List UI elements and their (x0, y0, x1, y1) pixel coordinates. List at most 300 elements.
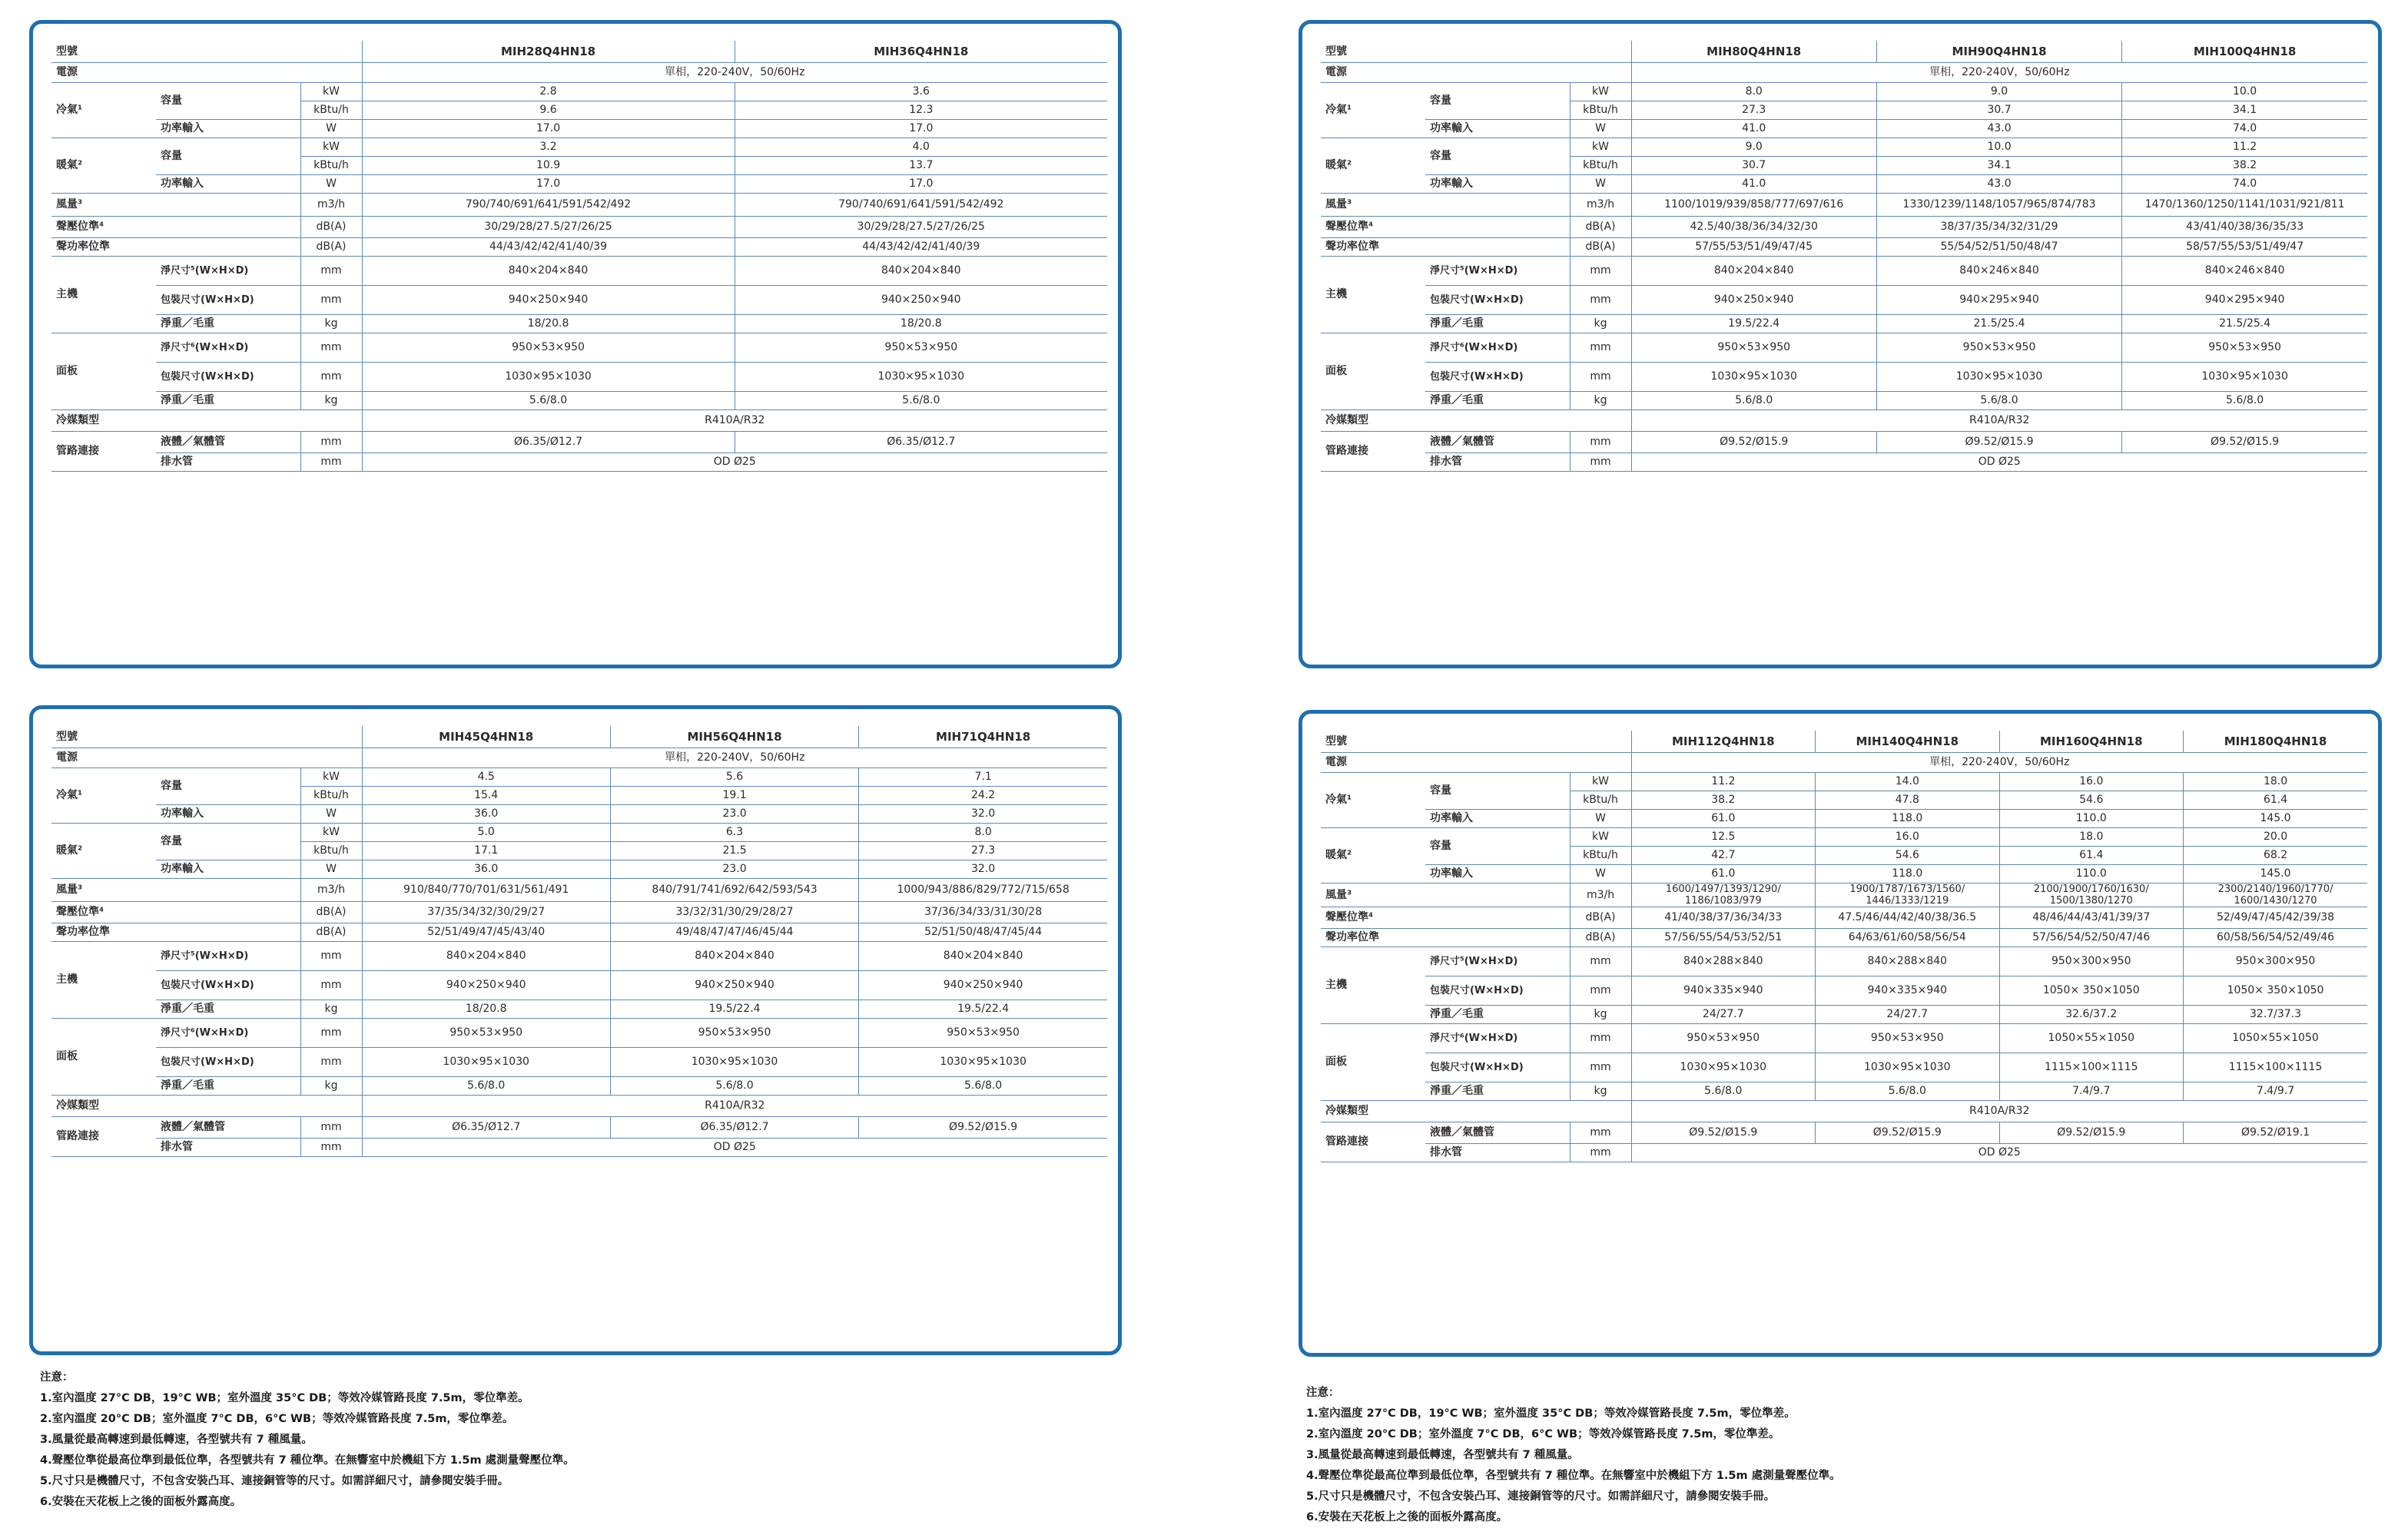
spec-row (51, 333, 1107, 362)
value-cell: 1030×95×1030 (362, 362, 735, 391)
value-cell: 21.5 (610, 841, 858, 860)
spec-row (51, 119, 1107, 138)
value-cell: 5.6/8.0 (1876, 391, 2121, 409)
value-cell: 1900/1787/1673/1560/ 1446/1333/1219 (1816, 883, 2000, 907)
spec-row (51, 901, 1107, 923)
spec-row (51, 174, 1107, 193)
unit-cell: mm (1570, 1053, 1631, 1082)
row-label: 冷氣¹ (1321, 772, 1425, 827)
notes-heading: 注意： (40, 1371, 74, 1384)
spec-row (1321, 453, 2367, 471)
model-name: MIH45Q4HN18 (362, 726, 610, 748)
note-2: 2.室內溫度 20°C DB；室外溫度 7°C DB，6°C WB；等效冷媒管路長度 7.5m，零位準差。 (1306, 1428, 1780, 1441)
value-cell: 19.5/22.4 (610, 1000, 858, 1018)
value-cell: 1600/1497/1393/1290/ 1186/1083/979 (1631, 883, 1816, 907)
row-label: 冷媒類型 (51, 409, 362, 431)
row-label: 型號 (51, 726, 362, 748)
spec-row (1321, 174, 2367, 193)
value-cell: 1030×95×1030 (1816, 1053, 2000, 1082)
model-name: MIH28Q4HN18 (362, 41, 735, 62)
unit-cell: kg (300, 391, 362, 409)
spec-row (1321, 41, 2367, 62)
value-cell: 34.1 (1876, 156, 2121, 174)
row-sublabel: 淨重／毛重 (1425, 391, 1570, 409)
value-cell: 30.7 (1876, 101, 2121, 119)
value-cell: 47.8 (1816, 791, 2000, 809)
unit-cell: mm (300, 941, 362, 970)
value-cell: 1050× 350×1050 (2184, 976, 2368, 1005)
value-cell: 840×246×840 (2122, 256, 2367, 285)
row-sublabel: 淨尺寸⁵(W×H×D) (156, 256, 300, 285)
row-sublabel: 液體／氣體管 (156, 431, 300, 453)
value-cell: 47.5/46/44/42/40/38/36.5 (1816, 907, 2000, 928)
value-cell: 52/51/50/48/47/45/44 (859, 923, 1107, 941)
row-sublabel: 淨重／毛重 (156, 1076, 300, 1095)
value-cell: 30/29/28/27.5/27/26/25 (362, 216, 735, 237)
model-name: MIH36Q4HN18 (735, 41, 1107, 62)
spec-row (51, 237, 1107, 256)
value-cell: 950×53×950 (1816, 1023, 2000, 1053)
value-cell: 1115×100×1115 (2184, 1053, 2368, 1082)
value-cell: 19.5/22.4 (1631, 314, 1876, 333)
spec-row (1321, 138, 2367, 156)
value-cell: 17.0 (735, 119, 1107, 138)
unit-cell: mm (300, 1138, 362, 1156)
unit-cell: kBtu/h (1570, 156, 1631, 174)
unit-cell: mm (1570, 453, 1631, 471)
value-cell: 1030×95×1030 (2122, 362, 2367, 391)
spec-row (51, 391, 1107, 409)
model-name: MIH140Q4HN18 (1816, 731, 2000, 752)
value-cell: 840×246×840 (1876, 256, 2121, 285)
value-cell: 1030×95×1030 (362, 1047, 610, 1076)
row-label: 冷媒類型 (1321, 1100, 1631, 1122)
value-cell: 4.0 (735, 138, 1107, 156)
value-cell: 9.6 (362, 101, 735, 119)
row-sublabel: 容量 (1425, 772, 1570, 809)
value-cell: 1330/1239/1148/1057/965/874/783 (1876, 193, 2121, 216)
row-sublabel: 液體／氣體管 (1425, 1122, 1570, 1143)
value-cell: 5.6/8.0 (1631, 1082, 1816, 1100)
model-name: MIH56Q4HN18 (610, 726, 858, 748)
spec-row (1321, 391, 2367, 409)
unit-cell: kW (1570, 827, 1631, 846)
value-cell: Ø9.52/Ø15.9 (1816, 1122, 2000, 1143)
unit-cell: mm (300, 333, 362, 362)
row-sublabel: 功率輸入 (156, 860, 300, 878)
value-cell: 38.2 (1631, 791, 1816, 809)
value-cell: 13.7 (735, 156, 1107, 174)
row-sublabel: 功率輸入 (156, 804, 300, 823)
row-label: 風量³ (1321, 883, 1570, 907)
shared-value: R410A/R32 (1631, 409, 2367, 431)
value-cell: 840×204×840 (1631, 256, 1876, 285)
unit-cell: mm (300, 285, 362, 314)
note-3: 3.風量從最高轉速到最低轉速，各型號共有 7 種風量。 (40, 1434, 313, 1446)
row-sublabel: 功率輸入 (1425, 864, 1570, 883)
value-cell: 37/36/34/33/31/30/28 (859, 901, 1107, 923)
row-label: 面板 (1321, 1023, 1425, 1100)
row-sublabel: 排水管 (156, 453, 300, 471)
value-cell: 44/43/42/42/41/40/39 (735, 237, 1107, 256)
shared-value: 單相，220-240V，50/60Hz (362, 748, 1107, 768)
spec-row (1321, 314, 2367, 333)
spec-row (1321, 285, 2367, 314)
shared-value: R410A/R32 (1631, 1100, 2367, 1122)
row-label: 型號 (1321, 41, 1631, 62)
value-cell: 16.0 (1999, 772, 2184, 791)
model-name: MIH100Q4HN18 (2122, 41, 2367, 62)
value-cell: 21.5/25.4 (2122, 314, 2367, 333)
row-sublabel: 淨尺寸⁶(W×H×D) (1425, 333, 1570, 362)
value-cell: 54.6 (1999, 791, 2184, 809)
note-1: 1.室內溫度 27°C DB，19°C WB；室外溫度 35°C DB；等效冷媒管路長度 7.5m，零位準差。 (1306, 1407, 1796, 1420)
value-cell: 5.6 (610, 768, 858, 786)
unit-cell: kW (300, 138, 362, 156)
value-cell: 24.2 (859, 786, 1107, 804)
spec-row (1321, 1100, 2367, 1122)
row-label: 型號 (51, 41, 362, 62)
unit-cell: W (300, 174, 362, 193)
spec-row (51, 431, 1107, 453)
value-cell: 11.2 (1631, 772, 1816, 791)
unit-cell: kBtu/h (1570, 846, 1631, 864)
value-cell: 790/740/691/641/591/542/492 (735, 193, 1107, 216)
spec-row (1321, 216, 2367, 237)
unit-cell: mm (1570, 256, 1631, 285)
row-sublabel: 淨尺寸⁵(W×H×D) (1425, 256, 1570, 285)
unit-cell: kW (1570, 772, 1631, 791)
unit-cell: mm (1570, 1023, 1631, 1053)
unit-cell: mm (1570, 285, 1631, 314)
value-cell: Ø6.35/Ø12.7 (362, 431, 735, 453)
row-label: 聲壓位準⁴ (51, 901, 300, 923)
value-cell: 840×204×840 (362, 941, 610, 970)
spec-row (51, 1138, 1107, 1156)
row-sublabel: 淨尺寸⁵(W×H×D) (1425, 947, 1570, 976)
spec-row (1321, 864, 2367, 883)
value-cell: 5.6/8.0 (362, 391, 735, 409)
spec-row (51, 362, 1107, 391)
value-cell: 950×53×950 (1876, 333, 2121, 362)
value-cell: 17.0 (362, 174, 735, 193)
row-label: 主機 (51, 256, 156, 333)
value-cell: 17.0 (362, 119, 735, 138)
unit-cell: kW (300, 823, 362, 841)
spec-row (51, 314, 1107, 333)
row-label: 風量³ (1321, 193, 1570, 216)
value-cell: 34.1 (2122, 101, 2367, 119)
value-cell: 110.0 (1999, 864, 2184, 883)
value-cell: 58/57/55/53/51/49/47 (2122, 237, 2367, 256)
value-cell: 1030×95×1030 (735, 362, 1107, 391)
row-sublabel: 液體／氣體管 (1425, 431, 1570, 453)
spec-row (51, 216, 1107, 237)
model-name: MIH80Q4HN18 (1631, 41, 1876, 62)
spec-row (1321, 976, 2367, 1005)
unit-cell: mm (300, 453, 362, 471)
row-sublabel: 排水管 (1425, 453, 1570, 471)
value-cell: 43.0 (1876, 119, 2121, 138)
row-label: 管路連接 (1321, 431, 1425, 471)
row-sublabel: 容量 (1425, 138, 1570, 174)
value-cell: 840×288×840 (1631, 947, 1816, 976)
row-label: 聲功率位準 (1321, 928, 1570, 947)
value-cell: 27.3 (859, 841, 1107, 860)
spec-table (51, 726, 1107, 1157)
value-cell: 950×53×950 (362, 1018, 610, 1047)
value-cell: 57/55/53/51/49/47/45 (1631, 237, 1876, 256)
value-cell: 940×250×940 (610, 970, 858, 1000)
value-cell: 840×204×840 (859, 941, 1107, 970)
value-cell: 19.5/22.4 (859, 1000, 1107, 1018)
value-cell: 1470/1360/1250/1141/1031/921/811 (2122, 193, 2367, 216)
spec-row (1321, 1053, 2367, 1082)
spec-row (51, 923, 1107, 941)
value-cell: 43/41/40/38/36/35/33 (2122, 216, 2367, 237)
spec-row (51, 1076, 1107, 1095)
unit-cell: mm (300, 1047, 362, 1076)
value-cell: 790/740/691/641/591/542/492 (362, 193, 735, 216)
note-1: 1.室內溫度 27°C DB，19°C WB；室外溫度 35°C DB；等效冷媒管路長度 7.5m，零位準差。 (40, 1392, 529, 1404)
spec-row (1321, 409, 2367, 431)
spec-row (1321, 256, 2367, 285)
row-label: 冷媒類型 (1321, 409, 1631, 431)
value-cell: 940×250×940 (362, 970, 610, 1000)
row-sublabel: 容量 (156, 823, 300, 860)
row-sublabel: 淨重／毛重 (1425, 314, 1570, 333)
value-cell: 5.6/8.0 (610, 1076, 858, 1095)
value-cell: 1030×95×1030 (610, 1047, 858, 1076)
unit-cell: mm (300, 431, 362, 453)
row-label: 聲壓位準⁴ (51, 216, 300, 237)
value-cell: 18.0 (1999, 827, 2184, 846)
unit-cell: kg (300, 1000, 362, 1018)
value-cell: 18/20.8 (362, 314, 735, 333)
unit-cell: kBtu/h (300, 156, 362, 174)
unit-cell: kg (1570, 391, 1631, 409)
value-cell: 118.0 (1816, 864, 2000, 883)
unit-cell: dB(A) (300, 901, 362, 923)
value-cell: 110.0 (1999, 809, 2184, 827)
spec-table (1321, 41, 2367, 472)
value-cell: 940×335×940 (1631, 976, 1816, 1005)
spec-row (51, 409, 1107, 431)
value-cell: 23.0 (610, 804, 858, 823)
row-label: 電源 (1321, 62, 1631, 82)
value-cell: 12.5 (1631, 827, 1816, 846)
value-cell: 10.0 (2122, 82, 2367, 101)
spec-row (51, 41, 1107, 62)
row-label: 管路連接 (51, 431, 156, 471)
row-sublabel: 功率輸入 (156, 174, 300, 193)
value-cell: 74.0 (2122, 119, 2367, 138)
value-cell: 5.6/8.0 (362, 1076, 610, 1095)
value-cell: Ø6.35/Ø12.7 (735, 431, 1107, 453)
spec-row (51, 82, 1107, 101)
row-sublabel: 淨尺寸⁵(W×H×D) (156, 941, 300, 970)
row-sublabel: 排水管 (156, 1138, 300, 1156)
spec-row (51, 1116, 1107, 1138)
value-cell: 950×53×950 (735, 333, 1107, 362)
unit-cell: m3/h (300, 878, 362, 901)
spec-row (51, 860, 1107, 878)
value-cell: 57/56/55/54/53/52/51 (1631, 928, 1816, 947)
row-sublabel: 容量 (1425, 827, 1570, 864)
value-cell: 840/791/741/692/642/593/543 (610, 878, 858, 901)
value-cell: 68.2 (2184, 846, 2368, 864)
row-label: 面板 (51, 1018, 156, 1095)
value-cell: 61.4 (2184, 791, 2368, 809)
spec-panel-top-right (1299, 20, 2382, 668)
row-label: 風量³ (51, 878, 300, 901)
spec-row (1321, 1082, 2367, 1100)
value-cell: Ø9.52/Ø15.9 (1876, 431, 2121, 453)
value-cell: 17.0 (735, 174, 1107, 193)
value-cell: 52/49/47/45/42/39/38 (2184, 907, 2368, 928)
unit-cell: kBtu/h (300, 101, 362, 119)
value-cell: 840×288×840 (1816, 947, 2000, 976)
value-cell: 33/32/31/30/29/28/27 (610, 901, 858, 923)
value-cell: 49/48/47/47/46/45/44 (610, 923, 858, 941)
shared-value: OD Ø25 (362, 1138, 1107, 1156)
unit-cell: kBtu/h (1570, 791, 1631, 809)
value-cell: 7.4/9.7 (2184, 1082, 2368, 1100)
value-cell: 55/54/52/51/50/48/47 (1876, 237, 2121, 256)
spec-row (51, 726, 1107, 748)
spec-row (51, 62, 1107, 82)
unit-cell: W (1570, 174, 1631, 193)
row-sublabel: 淨重／毛重 (156, 1000, 300, 1018)
spec-row (51, 823, 1107, 841)
unit-cell: mm (1570, 947, 1631, 976)
value-cell: 24/27.7 (1816, 1005, 2000, 1023)
row-sublabel: 淨尺寸⁶(W×H×D) (1425, 1023, 1570, 1053)
unit-cell: dB(A) (1570, 928, 1631, 947)
value-cell: 18/20.8 (735, 314, 1107, 333)
value-cell: 1030×95×1030 (1631, 362, 1876, 391)
row-sublabel: 淨重／毛重 (156, 391, 300, 409)
value-cell: Ø6.35/Ø12.7 (610, 1116, 858, 1138)
value-cell: 10.0 (1876, 138, 2121, 156)
unit-cell: mm (300, 362, 362, 391)
value-cell: 3.6 (735, 82, 1107, 101)
model-name: MIH160Q4HN18 (1999, 731, 2184, 752)
row-label: 聲功率位準 (51, 237, 300, 256)
row-sublabel: 功率輸入 (156, 119, 300, 138)
value-cell: Ø6.35/Ø12.7 (362, 1116, 610, 1138)
value-cell: Ø9.52/Ø15.9 (1631, 431, 1876, 453)
value-cell: 54.6 (1816, 846, 2000, 864)
row-sublabel: 功率輸入 (1425, 119, 1570, 138)
value-cell: 27.3 (1631, 101, 1876, 119)
row-label: 聲壓位準⁴ (1321, 216, 1570, 237)
row-sublabel: 包裝尺寸(W×H×D) (1425, 362, 1570, 391)
value-cell: 30/29/28/27.5/27/26/25 (735, 216, 1107, 237)
shared-value: OD Ø25 (1631, 1143, 2367, 1162)
unit-cell: kg (1570, 1005, 1631, 1023)
value-cell: 1050× 350×1050 (1999, 976, 2184, 1005)
spec-row (51, 1000, 1107, 1018)
spec-row (1321, 62, 2367, 82)
value-cell: 15.4 (362, 786, 610, 804)
value-cell: 32.0 (859, 804, 1107, 823)
spec-row (1321, 731, 2367, 752)
value-cell: Ø9.52/Ø15.9 (859, 1116, 1107, 1138)
value-cell: 17.1 (362, 841, 610, 860)
value-cell: Ø9.52/Ø19.1 (2184, 1122, 2368, 1143)
row-sublabel: 淨尺寸⁶(W×H×D) (156, 333, 300, 362)
value-cell: 5.6/8.0 (735, 391, 1107, 409)
shared-value: 單相，220-240V，50/60Hz (362, 62, 1107, 82)
unit-cell: dB(A) (1570, 216, 1631, 237)
spec-row (51, 768, 1107, 786)
row-sublabel: 排水管 (1425, 1143, 1570, 1162)
row-sublabel: 包裝尺寸(W×H×D) (156, 970, 300, 1000)
note-5: 5.尺寸只是機體尺寸，不包含安裝凸耳、連接銅管等的尺寸。如需詳細尺寸，請參閱安裝手冊。 (40, 1475, 509, 1487)
value-cell: 61.0 (1631, 809, 1816, 827)
value-cell: 5.6/8.0 (859, 1076, 1107, 1095)
unit-cell: m3/h (1570, 193, 1631, 216)
value-cell: 32.6/37.2 (1999, 1005, 2184, 1023)
spec-row (51, 804, 1107, 823)
unit-cell: mm (1570, 1143, 1631, 1162)
unit-cell: kg (1570, 314, 1631, 333)
note-2: 2.室內溫度 20°C DB；室外溫度 7°C DB，6°C WB；等效冷媒管路長度 7.5m，零位準差。 (40, 1413, 514, 1425)
row-label: 主機 (51, 941, 156, 1018)
value-cell: 37/35/34/32/30/29/27 (362, 901, 610, 923)
value-cell: 4.5 (362, 768, 610, 786)
value-cell: 1050×55×1050 (2184, 1023, 2368, 1053)
row-label: 電源 (51, 62, 362, 82)
row-sublabel: 包裝尺寸(W×H×D) (156, 1047, 300, 1076)
row-sublabel: 功率輸入 (1425, 174, 1570, 193)
unit-cell: dB(A) (1570, 907, 1631, 928)
unit-cell: dB(A) (300, 923, 362, 941)
value-cell: 42.7 (1631, 846, 1816, 864)
shared-value: R410A/R32 (362, 1095, 1107, 1116)
row-label: 聲壓位準⁴ (1321, 907, 1570, 928)
spec-row (1321, 907, 2367, 928)
spec-row (1321, 883, 2367, 907)
value-cell: 1030×95×1030 (1631, 1053, 1816, 1082)
unit-cell: W (1570, 809, 1631, 827)
row-label: 風量³ (51, 193, 300, 216)
unit-cell: mm (1570, 333, 1631, 362)
row-sublabel: 包裝尺寸(W×H×D) (1425, 1053, 1570, 1082)
value-cell: 1050×55×1050 (1999, 1023, 2184, 1053)
spec-row (51, 1047, 1107, 1076)
value-cell: 950×53×950 (362, 333, 735, 362)
value-cell: 950×300×950 (1999, 947, 2184, 976)
value-cell: 18.0 (2184, 772, 2368, 791)
value-cell: 20.0 (2184, 827, 2368, 846)
row-label: 冷媒類型 (51, 1095, 362, 1116)
row-sublabel: 淨重／毛重 (1425, 1082, 1570, 1100)
value-cell: 19.1 (610, 786, 858, 804)
unit-cell: kBtu/h (300, 786, 362, 804)
row-label: 面板 (51, 333, 156, 409)
value-cell: 1030×95×1030 (859, 1047, 1107, 1076)
row-sublabel: 液體／氣體管 (156, 1116, 300, 1138)
value-cell: 32.0 (859, 860, 1107, 878)
value-cell: 36.0 (362, 860, 610, 878)
model-name: MIH71Q4HN18 (859, 726, 1107, 748)
spec-row (51, 748, 1107, 768)
shared-value: OD Ø25 (1631, 453, 2367, 471)
spec-row (1321, 362, 2367, 391)
spec-row (51, 970, 1107, 1000)
